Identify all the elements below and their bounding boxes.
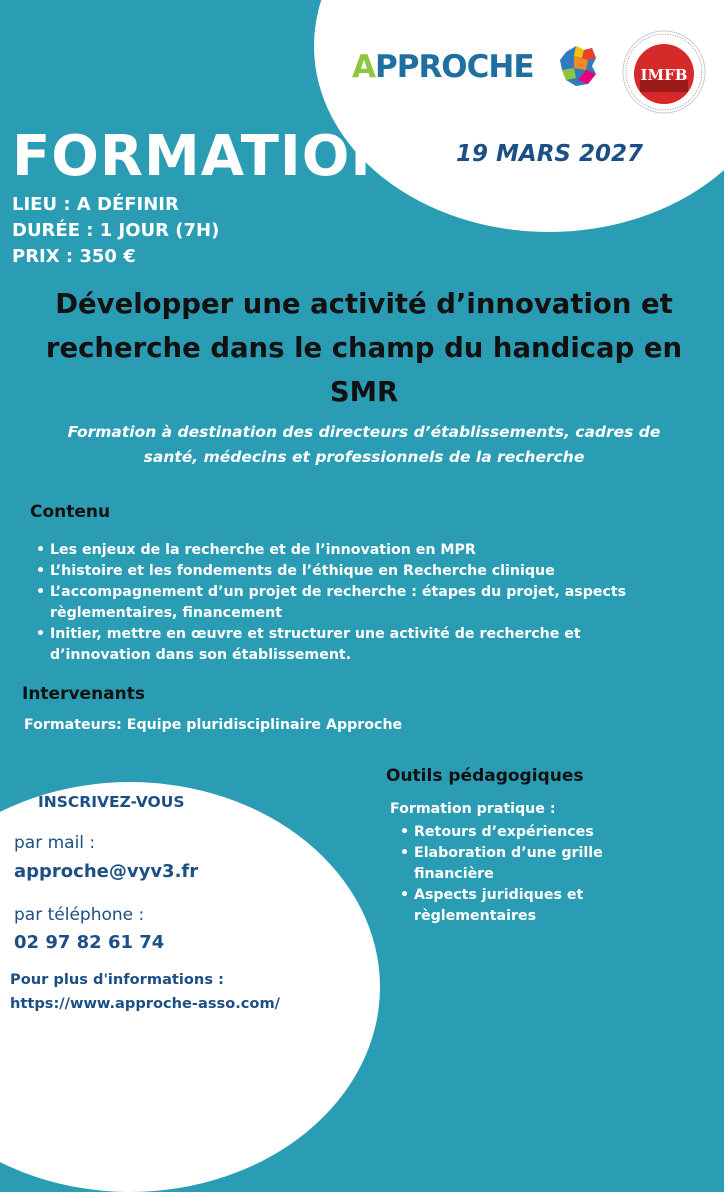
approche-logo-text: PPROCHE: [375, 49, 534, 85]
email-link[interactable]: approche@vyv3.fr: [14, 861, 199, 882]
mail-label: par mail :: [14, 833, 96, 853]
event-date: 19 MARS 2027: [456, 141, 643, 167]
imfb-logo: [622, 30, 706, 114]
list-item: • Aspects juridiques et règlementaires: [400, 885, 614, 927]
more-info-label: Pour plus d'informations :: [10, 971, 224, 988]
subtitle-line: santé, médecins et professionnels de la recherche: [143, 448, 585, 466]
phone-label: par téléphone :: [14, 905, 145, 925]
course-title-line: Développer une activité d’innovation et: [55, 288, 673, 320]
outils-subheading: Formation pratique :: [390, 801, 556, 817]
website-link[interactable]: https://www.approche-asso.com/: [10, 995, 280, 1012]
france-map-icon: [558, 44, 598, 88]
course-title-line: SMR: [329, 376, 399, 408]
outils-list: [400, 822, 640, 927]
contenu-list: [36, 540, 686, 666]
inscrivez-heading: INSCRIVEZ-VOUS: [38, 793, 185, 811]
list-item: • Les enjeux de la recherche et de l’innovation en MPR: [36, 540, 686, 561]
list-item: • Elaboration d’une grille financière: [400, 843, 624, 885]
list-item: • Initier, mettre en œuvre et structurer une activité de recherche et d’innovation dans son établissement.: [36, 624, 610, 666]
approche-logo: [352, 50, 534, 84]
page-title: FORMATION: [12, 124, 399, 189]
course-subtitle: [14, 420, 714, 470]
contenu-heading: Contenu: [30, 502, 111, 522]
phone-link[interactable]: 02 97 82 61 74: [14, 932, 165, 953]
lieu-info: LIEU : A DÉFINIR: [12, 194, 179, 215]
course-title: [14, 282, 714, 414]
outils-heading: Outils pédagogiques: [386, 766, 584, 786]
formateurs-text: Formateurs: Equipe pluridisciplinaire Approche: [24, 717, 403, 733]
prix-info: PRIX : 350 €: [12, 246, 136, 267]
list-item: • Retours d’expériences: [400, 822, 640, 843]
intervenants-heading: Intervenants: [22, 684, 146, 704]
course-title-line: recherche dans le champ du handicap en: [45, 332, 683, 364]
approche-logo-letter: A: [352, 49, 375, 85]
list-item: • L’histoire et les fondements de l’éthique en Recherche clinique: [36, 561, 686, 582]
list-item: • L’accompagnement d’un projet de recherche : étapes du projet, aspects règlementaires, financement: [36, 582, 650, 624]
duree-info: DURÉE : 1 JOUR (7H): [12, 220, 220, 241]
subtitle-line: Formation à destination des directeurs d’établissements, cadres de: [67, 423, 661, 441]
svg-text:IMFB: IMFB: [640, 66, 688, 84]
